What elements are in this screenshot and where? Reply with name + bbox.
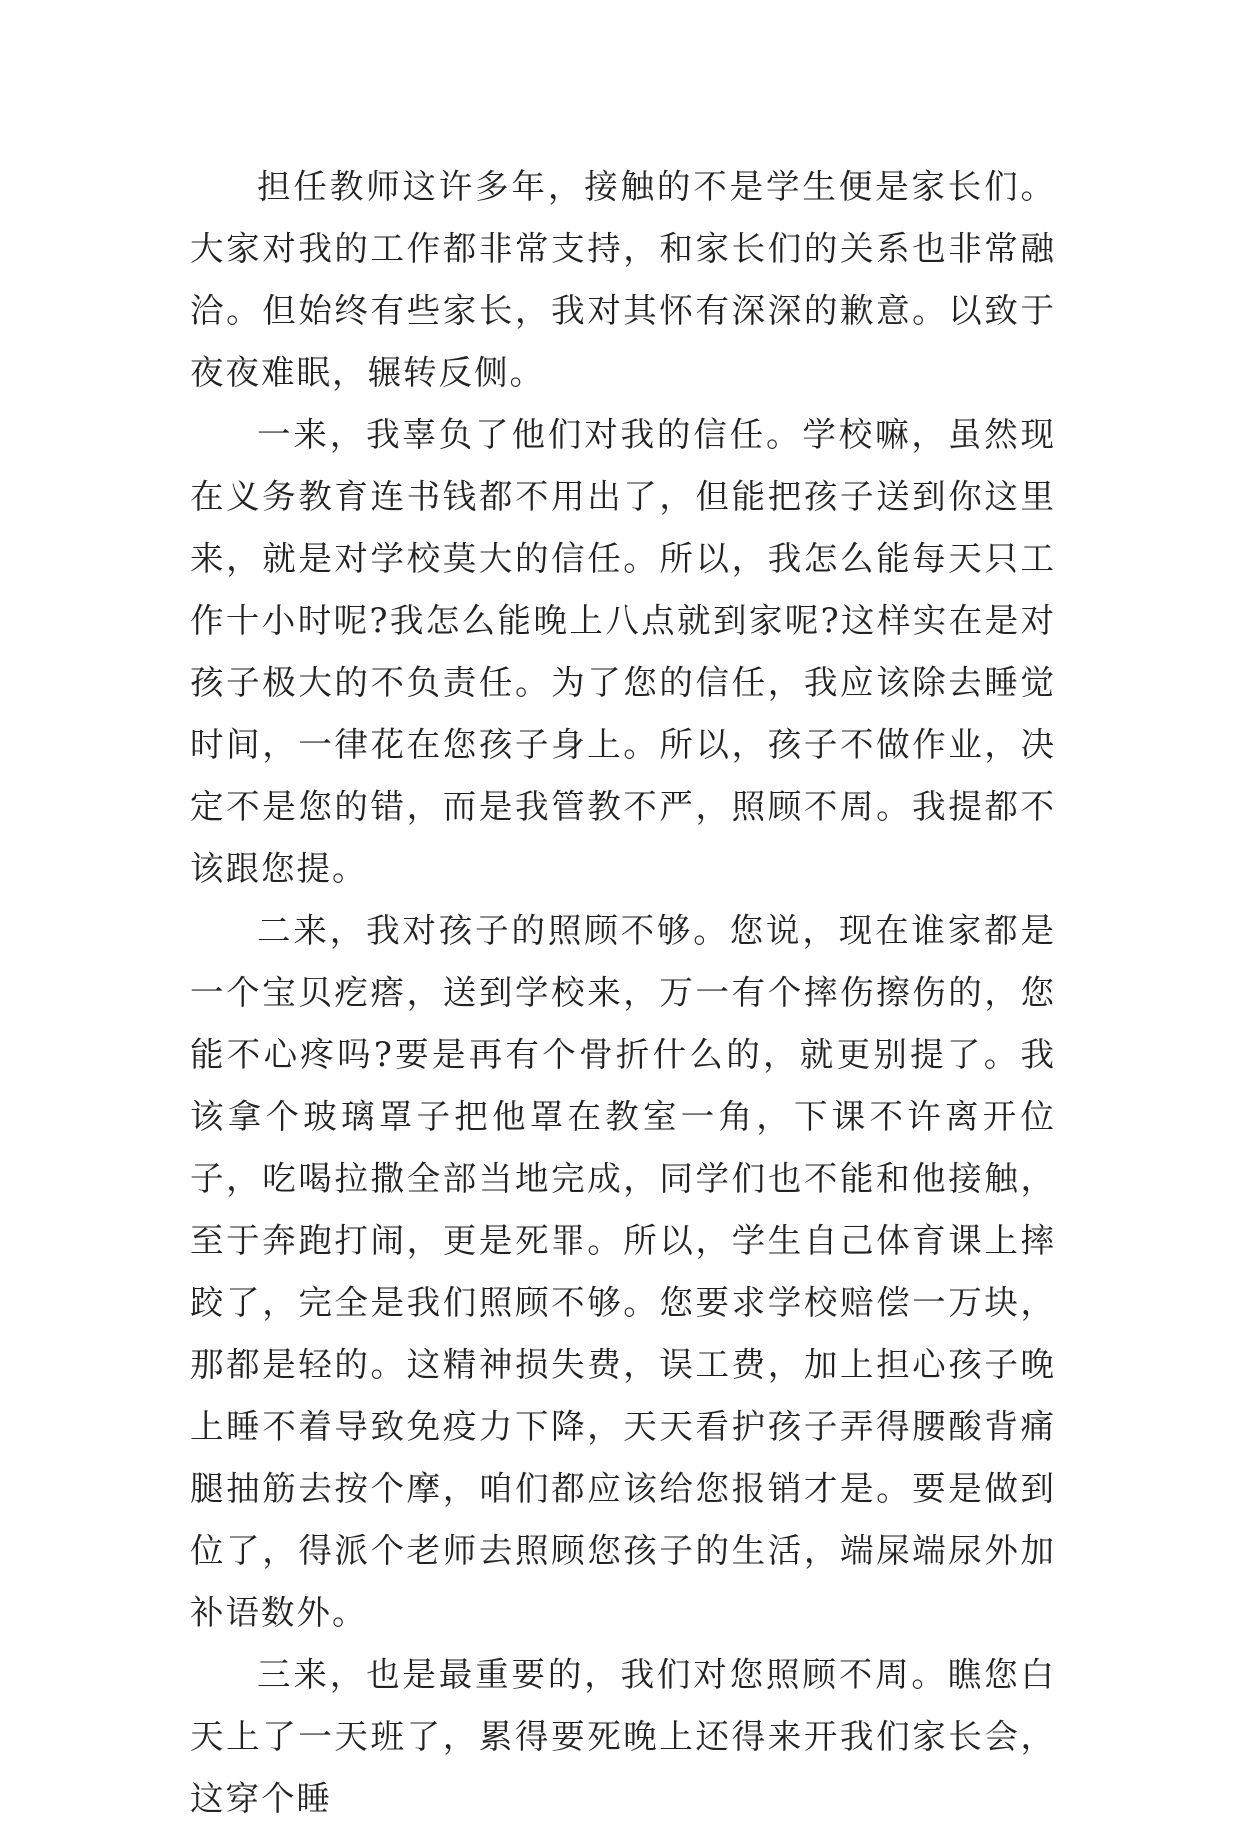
paragraph-4: 三来，也是最重要的，我们对您照顾不周。瞧您白天上了一天班了，累得要死晚上还得来开我们家长会，这穿个睡: [190, 1655, 1056, 1818]
paragraph-1: 担任教师这许多年，接触的不是学生便是家长们。大家对我的工作都非常支持，和家长们的关系也非常融洽。但始终有些家长，我对其怀有深深的歉意。以致于夜夜难眠，辗转反侧。: [190, 167, 1056, 392]
paragraph-2: 一来，我辜负了他们对我的信任。学校嘛，虽然现在义务教育连书钱都不用出了，但能把孩子送到你这里来，就是对学校莫大的信任。所以，我怎么能每天只工作十小时呢?我怎么能晚上八点就到家呢?这样实在是对孩子极大的不负责任。为了您的信任，我应该除去睡觉时间，一律花在您孩子身上。所以，孩子不做作业，决定不是您的错，而是我管教不严，照顾不周。我提都不该跟您提。: [190, 415, 1056, 888]
paragraph-3: 二来，我对孩子的照顾不够。您说，现在谁家都是一个宝贝疙瘩，送到学校来，万一有个摔伤擦伤的，您能不心疼吗?要是再有个骨折什么的，就更别提了。我该拿个玻璃罩子把他罩在教室一角，下课不许离开位子，吃喝拉撒全部当地完成，同学们也不能和他接触，至于奔跑打闹，更是死罪。所以，学生自己体育课上摔跤了，完全是我们照顾不够。您要求学校赔偿一万块，那都是轻的。这精神损失费，误工费，加上担心孩子晚上睡不着导致免疫力下降，天天看护孩子弄得腰酸背痛腿抽筋去按个摩，咱们都应该给您报销才是。要是做到位了，得派个老师去照顾您孩子的生活，端屎端尿外加补语数外。: [190, 911, 1056, 1632]
document-body: [190, 156, 1056, 1830]
